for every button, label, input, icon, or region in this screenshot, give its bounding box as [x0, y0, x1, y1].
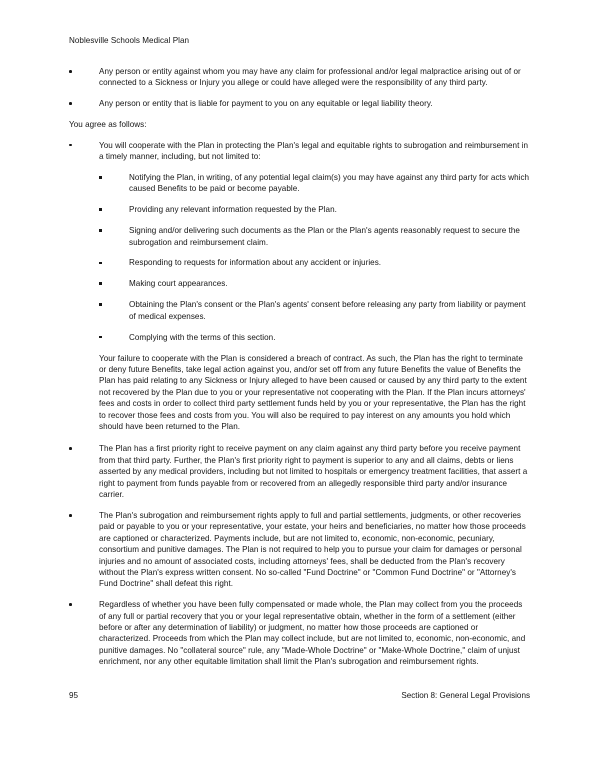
- list-item: [69, 66, 530, 89]
- list-item-text: Any person or entity against whom you may have any claim for professional and/or legal malpractice arising out of or connected to a Sickness or Injury you allege or could have alleged were the responsibility of any third party.: [99, 67, 521, 88]
- list-item: [69, 98, 530, 109]
- cooperate-intro-text: You will cooperate with the Plan in protecting the Plan's legal and equitable rights to subrogation and reimbursement in a timely manner, including, but not limited to:: [99, 140, 529, 162]
- bullet-marker-round: [69, 140, 99, 151]
- list-item: [69, 510, 530, 590]
- sub-list-item: [99, 332, 530, 343]
- sub-list-item: [99, 225, 530, 248]
- sub-list-item-text: Providing any relevant information requested by the Plan.: [129, 205, 337, 215]
- bullet-marker-square: [99, 278, 129, 289]
- page-number: 95: [69, 691, 79, 700]
- list-item-text: The Plan has a first priority right to receive payment on any claim against any third party before you receive payment from that third party. Further, the Plan's first priority right to payment is superior to any and all claims, debts or liens asserted by any medical providers, including but not limited to hospitals or emergency treatment facilities, that assert a right to payment from funds payable from or recovered from an allegedly responsible third party and/or insurance carrier.: [99, 444, 528, 499]
- sub-list-item-text: Making court appearances.: [129, 279, 228, 289]
- sub-list-item: [99, 299, 530, 322]
- list-item: [69, 443, 530, 500]
- list-item-text: Any person or entity that is liable for payment to you on any equitable or legal liability theory.: [99, 99, 433, 109]
- list-item-text: Regardless of whether you have been fully compensated or made whole, the Plan may collect from you the proceeds of any full or partial recovery that you or your legal representative obtain, whether in the form of a settlement (either before or after any determination of liability) or judgment, no matter how those proceeds are captioned or characterized. Proceeds from which the Plan may collect include, but are not limited to, economic, non-economic, and punitive damages. No "collateral source" rule, any "Made-Whole Doctrine" or "Make-Whole Doctrine," claim of unjust enrichment, nor any other equitable limitation shall limit the Plan's subrogation and reimbursement rights.: [99, 600, 526, 667]
- list-item-cooperate: [69, 140, 530, 433]
- running-header: Noblesville Schools Medical Plan: [69, 36, 190, 45]
- sub-list-item-text: Complying with the terms of this section.: [129, 332, 276, 342]
- bullet-marker-square: [99, 204, 129, 215]
- sub-list-item: [99, 172, 530, 195]
- cooperate-sub-list: [99, 172, 530, 343]
- bullet-marker-round: [69, 510, 99, 521]
- bullet-marker-round: [69, 599, 99, 610]
- cooperate-closing-paragraph: Your failure to cooperate with the Plan is considered a breach of contract. As such, the Plan has the right to terminate or deny future Benefits, take legal action against you, and/or set off from any future Benefits the value of Benefits the Plan has paid relating to any Sickness or Injury alleged to have been caused or caused by any third party to the extent not recovered by the Plan due to you or your representative not cooperating with the Plan. If the Plan incurs attorneys' fees and costs in order to collect third party settlement funds held by you or your representative, the Plan has the right to recover those fees and costs from you. You will also be required to pay interest on any amounts you hold which should have been returned to the Plan.: [99, 353, 527, 431]
- list-item-body: [99, 140, 530, 433]
- list-item-text: The Plan's subrogation and reimbursement rights apply to full and partial settlements, judgments, or other recoveries paid or payable to you or your representative, your estate, your heirs and beneficiaries, no matter how those proceeds are captioned or characterized. Payments include, but are not limited to, economic, non-economic, pecuniary, consortium and punitive damages. The Plan is not required to help you to pursue your claim for damages or personal injuries and no amount of associated costs, including attorneys' fees, shall be deducted from the Plan's recovery without the Plan's express written consent. No so-called "Fund Doctrine" or "Common Fund Doctrine" or "Attorney's Fund Doctrine" shall defeat this right.: [99, 510, 526, 589]
- sub-list-item-text: Responding to requests for information about any accident or injuries.: [129, 258, 382, 268]
- sub-list-item: [99, 278, 530, 289]
- sub-list-item-text: Obtaining the Plan's consent or the Plan's agents' consent before releasing any party from liability or payment of medical expenses.: [129, 300, 526, 321]
- bullet-marker-square: [99, 172, 129, 183]
- agree-lead-in-paragraph: You agree as follows:: [69, 120, 147, 130]
- bullet-marker-round: [69, 443, 99, 454]
- bullet-marker-square: [99, 332, 129, 343]
- document-body: [69, 66, 530, 677]
- bullet-marker-round: [69, 98, 99, 109]
- bullet-marker-square: [99, 299, 129, 310]
- sub-list-item-text: Notifying the Plan, in writing, of any potential legal claim(s) you may have against any third party for acts which caused Benefits to be paid or become payable.: [129, 172, 530, 194]
- footer-section-label: Section 8: General Legal Provisions: [401, 691, 530, 700]
- sub-list-item: [99, 204, 530, 215]
- bullet-marker-square: [99, 257, 129, 268]
- page-footer: [69, 690, 530, 701]
- sub-list-item: [99, 257, 530, 268]
- sub-list-item-text: Signing and/or delivering such documents as the Plan or the Plan's agents reasonably request to secure the subrogation and reimbursement claim.: [129, 226, 520, 247]
- bullet-marker-round: [69, 66, 99, 77]
- bullet-marker-square: [99, 225, 129, 236]
- list-item: [69, 599, 530, 667]
